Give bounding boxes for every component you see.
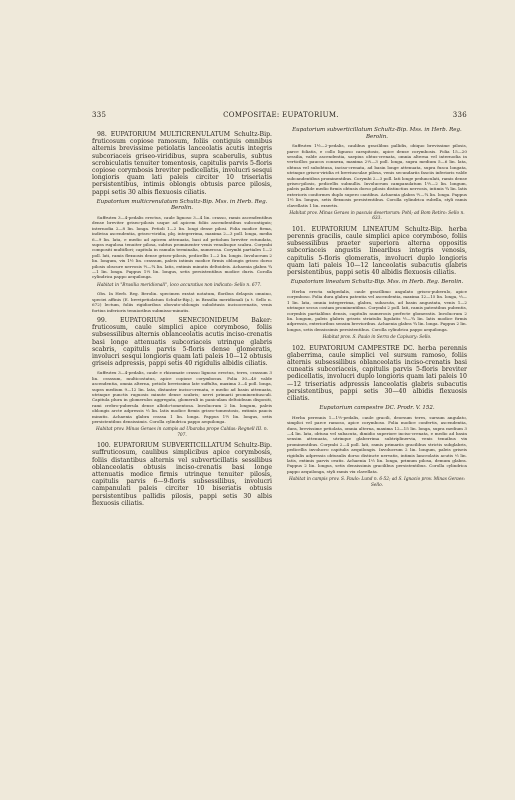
species-99-habitat: Habitat prov. Minas Geraes in campis ad Ubaraba prope Caldas: Regnell III. n. 707.: [96, 427, 268, 438]
right-column: [287, 127, 467, 491]
species-98-diagnosis: 98. EUPATORIUM MULTICRENULATUM Schultz-Bip. fruticosum copiose ramosum, foliis contiguis omnibus alternis brevissime petiolatis lanceolatis acutis integris subcoriaceis griseo-viridibus, supra scaberulis, subtus scrobiculatis tenuiter tomentosis, capitulis parvis 5-floris copiose corymbosis breviter pedicellatis, involucri sesqui longioris quam lati paleis circiter 10 triseriatis persistentibus, intimis oblongis obtusis parce pilosis, pappi setis 30 albis flexuosis ciliatis.: [92, 131, 272, 196]
page-number-left: 335: [92, 111, 107, 119]
page-number-right: 336: [452, 111, 467, 119]
left-column: [92, 127, 272, 510]
species-99-description: Suffrutex 3—4-pedalis, caule e rhizomate crasso lignoso erectus, teres, crassum 3 lin. crassum, multicostatus, apice copiose corymbosus. Folia 30—40 valde ascendentia, omnia alterna, petiolo brevissimo late suffulta, maxima 3—4 poll. longa, supra medium 9—12 lin. lata, distanter inciso-crenata, e medio ad basin attenuata, utrinque punctis ruguosis minute dense scabris; nervi primarii prominentiusculi. Capitula plura in glomerulos aggregata, glomeruli in paniculam deltoideam dispositi, rami crebro-puberula dense albido-tomentosa. Involucrum 2 lin. longum, paleis oblongis arcte adpressis ⅓ lin. latis modice firmis griseo-tomentosis, extimis paucis minutis. Achaenia glabra crassa 1 lin. longa. Pappus 1½ lin. longus, setis persistentibus densissimis. Corolla cylindrica pappo aequilonga.: [92, 370, 272, 424]
species-100-synonym: Eupatorium subverticillatum Schultz-Bip. Mss. in Herb. Reg. Berolin.: [292, 127, 462, 140]
species-100-habitat: Habitat prov. Minas Geraes in pascuis desertorum: Pohl; ad Bom Retiro: Sello n. 633.: [289, 211, 465, 222]
species-102-habitat: Habitat in campis prov. S. Paulo: Lund n. 6-52; ad S. Ignacio prov. Minas Geraes: Sello.: [288, 477, 466, 488]
species-100-diagnosis: 100. EUPATORIUM SUBVERTICILLATUM Schultz-Bip. suffruticosum, caulibus simplicibus apice corymbosis, foliis distantibus alternis vel subverticillatis sessilibus oblanceolatis obtusis inciso-crenatis basi longe attenuatis modice firmis utrinque tenuiter pilosis, capitulis parvis 6—9-floris subsessilibus, involucri campanulati paleis circiter 10 biseriatis obtusis persistentibus pallidis pilosis, pappi setis 30 albis flexuosis ciliatis.: [92, 442, 272, 507]
species-98-description: Suffrutex 3—4-pedalis erectus, caule lignoso 3—4 lin. crasso, ramis ascendentibus dense breviter griseo-pilosis usque ad apicem foliis ascendentibus subcontiguis; internodia 2—8 lin. longa. Petioli 1—2 lin. longi dense pilosi. Folia modice firma, indivisa ascendentia, griseo-viridia, plq. integerrima, maxima 2—3 poll. longa, media 6—9 lin. lata, e medio ad apicem attenuata, basi ad petiolum breviter rotundata, supra rugulosa tenuiter pilosa, subtus prominenter venis venulisque scabra. Corymbi compositi multiflori; capitula in ramulis terminalia, numerosa. Corymbi partiales 1—2 poll. lati, ramis flexuosis dense griseo-pilosis, pedicellis 1—2 lin. longis. Involucrum 2 lin. longum, vix 1½ lin. crassum, paleis intimis modice firmis oblongis griseo dorso pilosis obscure nervosis ½—¾ lin. latis, extimis minutis deltoideis. Achaenia glabra ¾—1 lin. longa. Pappus 1⅓ lin. longus, setis persistentibus modice duris. Corolla cylindrica pappo aequilonga.: [92, 215, 272, 280]
species-101-synonym: Eupatorium lineatum Schultz-Bip. Mss. in Herb. Reg. Berolin.: [290, 279, 464, 286]
species-101-habitat: Habitat prov. S. Paulo in Serra de Capivary: Sello.: [322, 335, 432, 341]
species-99-diagnosis: 99. EUPATORIUM SENECIONIDEUM Baker: fruticosum, caule simplici apice corymboso, foliis subsessilibus alternis oblanceolatis acutis inciso-crenatis basi longe attenuatis subcoriaceis utrinque glabris scabris, capitulis parvis 5-floris dense glomeratis, involucri sesqui longioris quam lati paleis 10—12 obtusis griseis adpressis, pappi setis 40 rigidulis albidis ciliatis.: [92, 316, 272, 368]
species-98-observation: Obs. In Herb. Reg. Berolin. specimen exstat notatum, floribus delapsis omnino, speciei affinis (E. brevipetiolatum Schultz-Bip.), in Brasilia meridionali (a t. Sello n. 672) lectum, foliis rigidioribus obovato-oblongis subobtusis incisocrenatis, venis fortius inferioris tenuioribus submisso-minutis.: [92, 291, 272, 313]
species-98-habitat: Habitat in "Brasilia meridionali", loco accuratius non indicato: Sello n. 677.: [97, 282, 262, 288]
species-101-description: Herba erecta subpedalis, caule gracillimo angulato griseo-puberulo, apice corymboso. Folia dura glabra patentia vel ascendentia, maxima 12—15 lin. longa, ⅓—1 lin. lata, omnia integerrima, glabra, subacuta, ad basin angustata, venis 1—2 utrinque secus costam prominentibus. Corymbi 2 poll. lati, ramis patentibus pubentis, corymbis partialibus densis, capitulis numerosis perfecte glomeratis. Involucrum 2 lin. longum, paleis glabris griseis striatulis ligulatis ½—¾ lin. latis modice firmis adpressis, exterioribus sensim brevioribus. Achaenia glabra ¾ lin. longa. Pappus 2 lin. longus, setis densissimis persistentibus. Corolla cylindrica pappo aequilonga.: [287, 288, 467, 332]
species-98-synonym: Eupatorium multicrenulatum Schultz-Bip. Mss. in Herb. Reg. Berolin.: [96, 198, 268, 212]
species-102-synonym: Eupatorium campestre DC. Prodr. V. 152.: [319, 405, 435, 412]
species-102-diagnosis: 102. EUPATORIUM CAMPESTRE DC. herba perennis glaberrima, caule simplici vel sursum ramoso, foliis alternis subsessilibus oblanceolatis inciso-crenatis basi cuneatis subcoriaceis, capitulis parvis 5-floris breviter pedicellatis, involucri duplo longioris quam lati paleis 10—12 triseriatis adpressis lanceolatis glabris subacutis persistentibus, pappi setis 30—40 albidis flexuosis ciliatis.: [287, 344, 467, 402]
species-102-description: Herba perennis 1—1½-pedalis, caule gracili, deorsum teres, sursum angulato, simplici vel parce ramoso, apice corymboso. Folia modice confertis, ascendentia, dura, brevissime petiolata, omnia alterna, maxima 12—15 lin. longa, supra medium 3—4 lin. lata, obtusa vel subacuta, dimidio superiore inciso-crenata, e medio ad basin sensim attenuata, utrinque glaberrima subtriplinervia, venis tenuibus vix prominentibus. Corymbi 2—4 poll. lati, ramis primariis gracilibus strictis subglabris, pedicellis involucro capitulis aequilongis. Involucrum 2 lin. longum, paleis griseis rigidulis adpressis obtusulis dorso distincte nervatis, intimis lanceolatis acutis ⅓ lin. latis, extimis parvis ovatis. Achaenia 1⅓ lin. longa, primum pilosa, demum glabra. Pappus 2 lin. longus, setis densissimis gracilibus persistentibus. Corolla cylindrica pappo aequilonga, styli ramis vix clavellata.: [287, 414, 467, 474]
species-100-description: Suffrutex 1½—2-pedalis, caulibus gracilibus pallidis, obiquo brevissime pilosis, parce foliatis, e collo lignoso caespitosis, apice dense corymbosis. Folia 15—20 sessilia, valde ascendentia, saepius obtus-crenata, omnia alterna vel internodia in verticillos paucos connexa, maxima 2⅓—3 poll. longa, supra medium 5—6 lin. lata, obtusa vel subobtusa, inciso-crenata, ad basin longe attenuata, supra fusca longata, utrinque griseo-viridia et breviusculae pilosa, venis secundariis fasciis inferioris valde subcandentibus prominentibus. Corymbi 2—3 poll. lati longe pedunculati, ramis dense griseo-pilosis, pedicellis subnullis. Involucrum campanulatum 1½—2 lin. longum, paleis pallide medio firmis obtusis dorso pilosis distinctius nervosis, intimis ¾ lin. latis exterioris conformes duplo supero cantibus. Achaenia glabra ½—¾ lin. longa. Pappus 1⅓ lin. longus, setis flexuosis persistentibus. Corolla cylindrica rubella, styli ramis clavellatis 1 lin. exsertis.: [287, 143, 467, 208]
running-title: COMPOSITAE: EUPATORIUM.: [223, 111, 339, 119]
species-101-diagnosis: 101. EUPATORIUM LINEATUM Schultz-Bip. herba perennis gracilis, caule simplici apice corymboso, foliis subsessilibus praeter superiora alterna oppositis subcoriaceis angustis linearibus integris venosis, capitulis 5-floris glomeratis, involucri duplo longioris quam lati paleis 10—12 lanceolatis subacutis glabris persistentibus, pappi setis 40 albidis flexuosis ciliatis.: [287, 225, 467, 277]
